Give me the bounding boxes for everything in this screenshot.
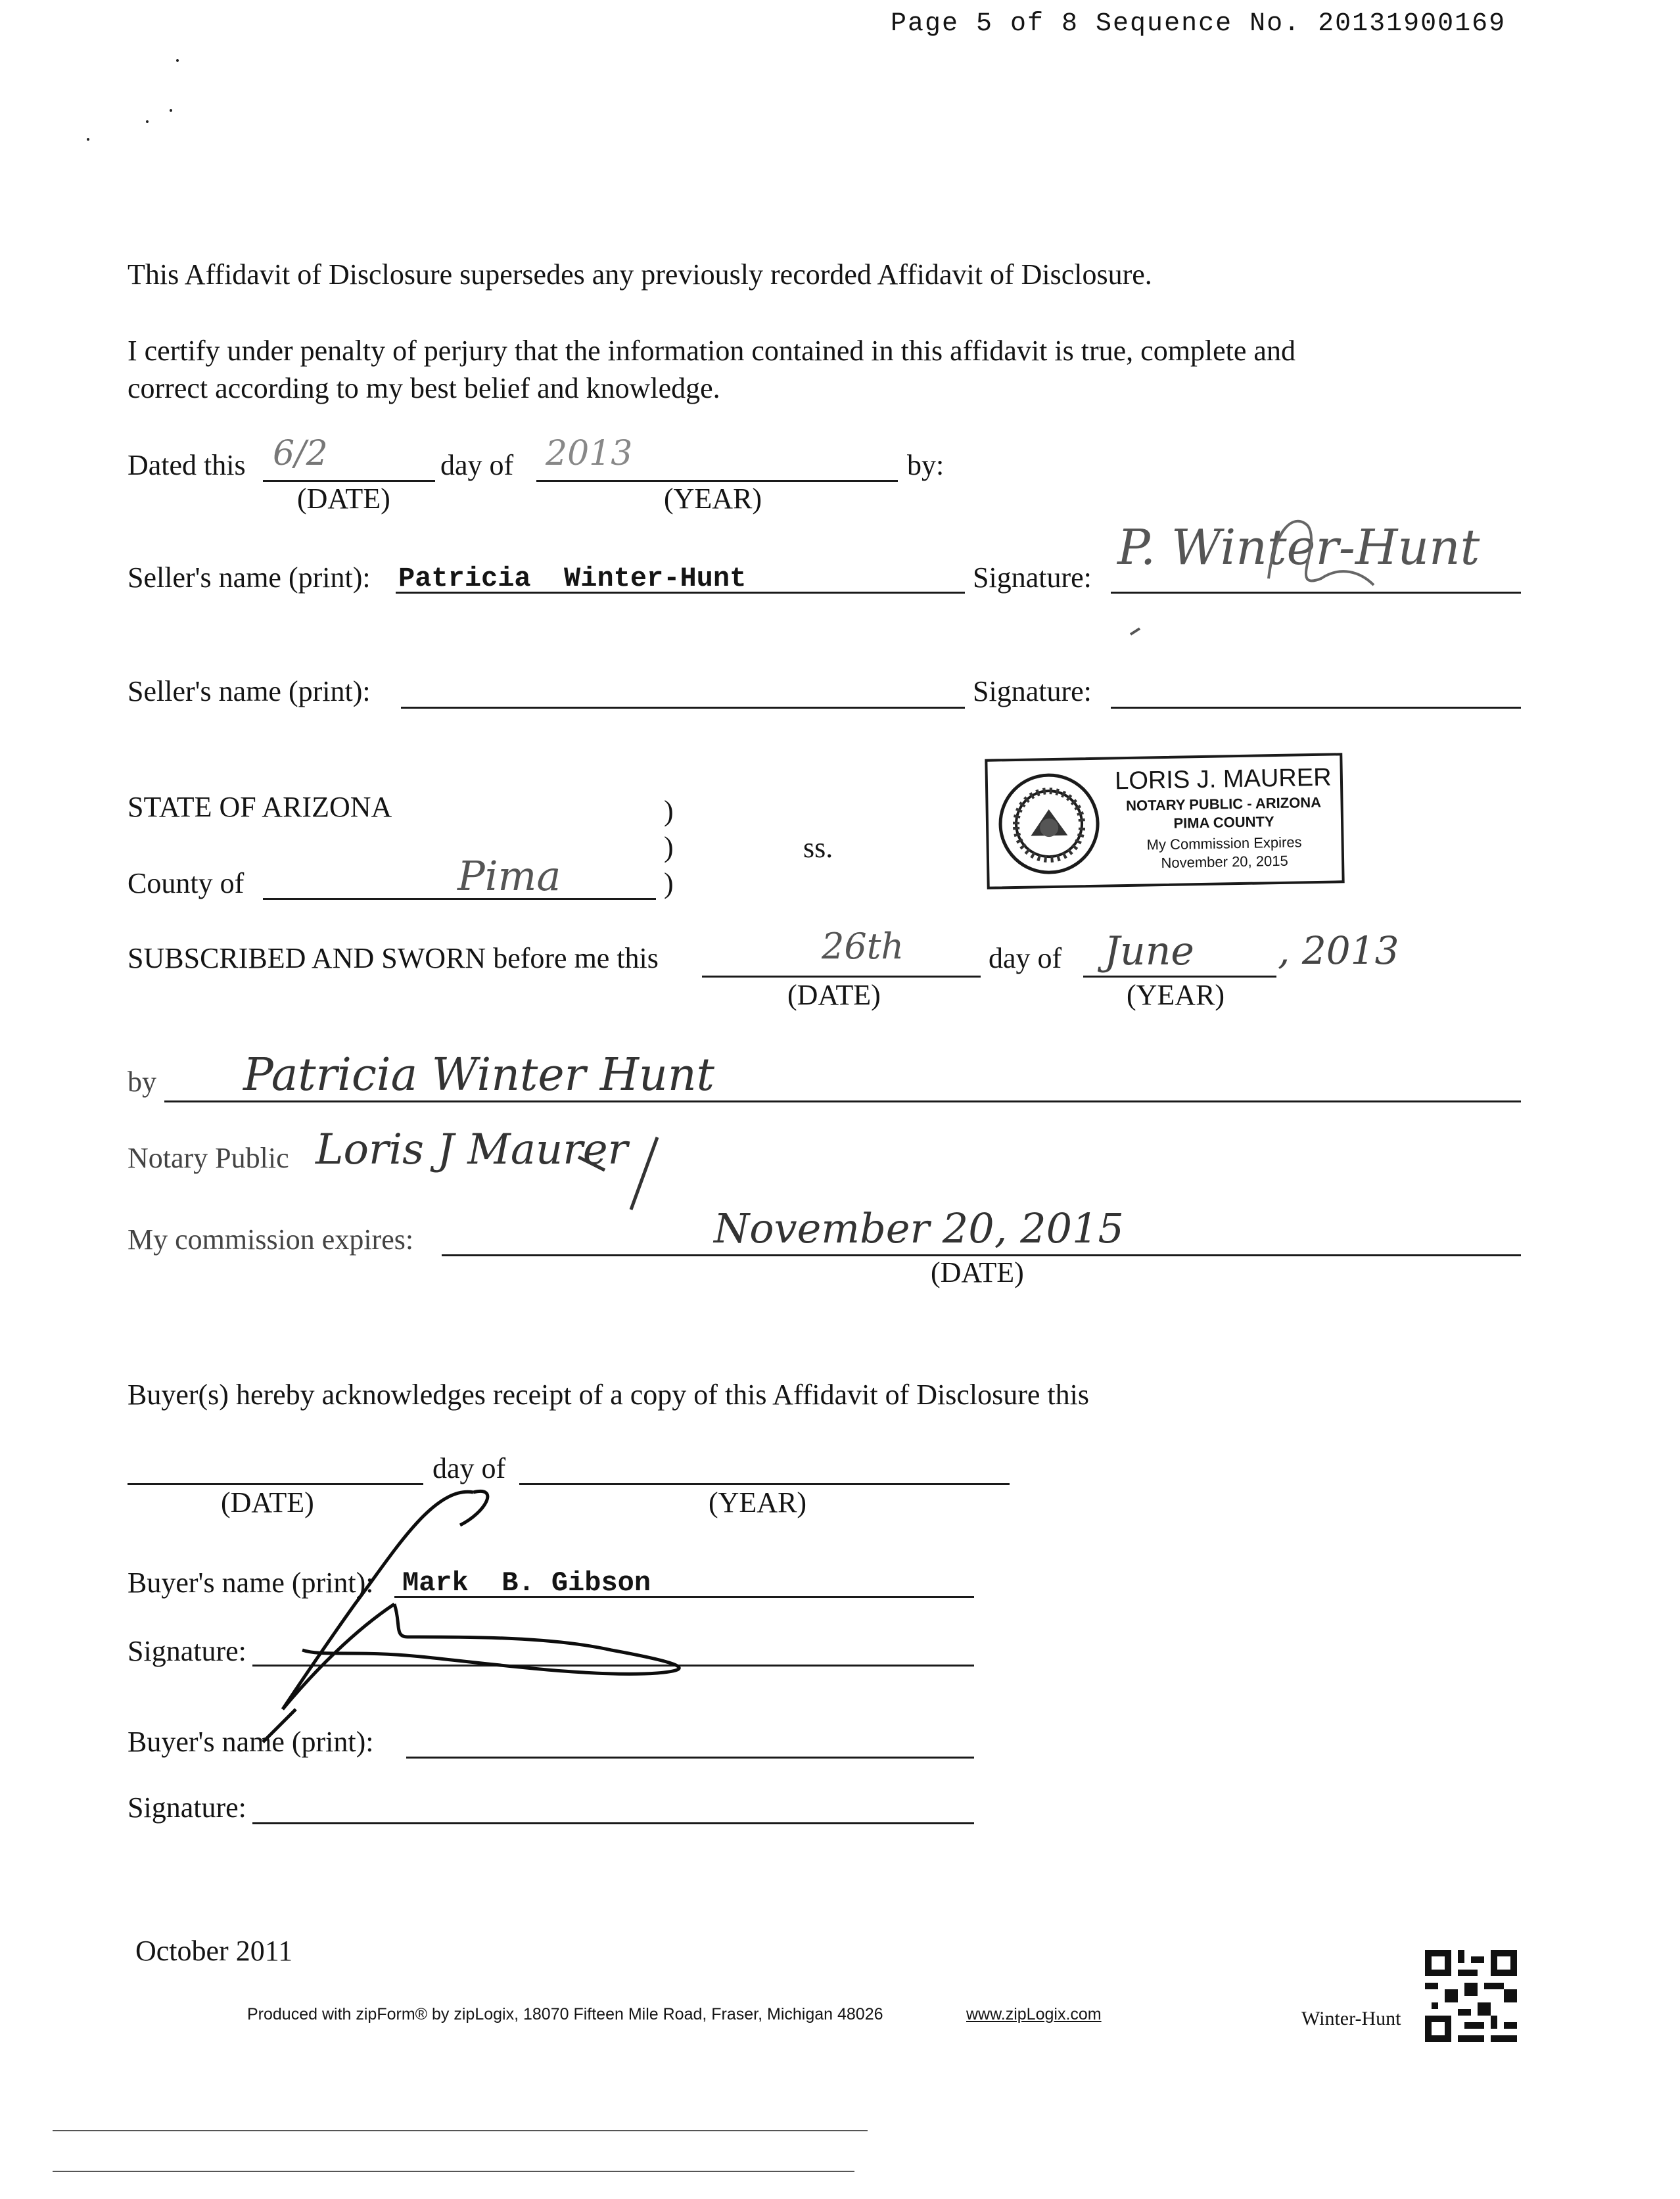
subscribed-day-of-label: day of [989, 942, 1062, 974]
file-name-label: Winter-Hunt [1301, 2008, 1401, 2029]
subscribed-date-caption: (DATE) [787, 979, 881, 1011]
scan-speck [170, 109, 172, 112]
subscribed-date-line [702, 976, 981, 978]
buyer2-signature-label: Signature: [128, 1791, 246, 1824]
buyer2-signature-line [252, 1822, 974, 1824]
state-seal-icon [996, 770, 1103, 878]
stamp-notary-title: NOTARY PUBLIC - ARIZONA [1125, 793, 1322, 815]
notary-by-handwriting: Patricia Winter Hunt [243, 1049, 714, 1101]
buyer-ack-year-caption: (YEAR) [709, 1486, 807, 1519]
notary-public-label: Notary Public [128, 1142, 289, 1174]
subscribed-year-caption: (YEAR) [1127, 979, 1225, 1011]
notary-signature-handwriting: Loris J Maurer [315, 1125, 628, 1174]
buyer2-name-line [406, 1757, 974, 1759]
seller1-name-value[interactable]: Patricia Winter-Hunt [398, 563, 747, 594]
subscribed-date-handwriting: 26th [822, 926, 904, 967]
scan-artifact-line [53, 2130, 868, 2131]
subscribed-sworn-label: SUBSCRIBED AND SWORN before me this [128, 942, 659, 974]
ziplogix-website-link[interactable]: www.zipLogix.com [966, 2005, 1102, 2023]
subscribed-month-line [1083, 976, 1276, 978]
dated-date-handwriting: 6/2 [273, 434, 328, 473]
buyer1-name-value[interactable]: Mark B. Gibson [402, 1567, 651, 1599]
seller1-signature-handwriting: P. Winter-Hunt [1117, 519, 1480, 576]
scan-speck [87, 138, 89, 141]
certify-statement-line1: I certify under penalty of perjury that the information contained in this affidavit is true, complete and [128, 335, 1295, 367]
seller2-signature-line [1111, 707, 1521, 709]
certify-statement-line2: correct according to my best belief and knowledge. [128, 372, 720, 404]
venue-paren-1: ) [664, 795, 674, 827]
page-sequence-header: Page 5 of 8 Sequence No. 20131900169 [891, 9, 1506, 39]
seller1-name-label: Seller's name (print): [128, 561, 371, 594]
dated-day-of-label: day of [440, 449, 514, 481]
seller1-signature-scribble [1111, 500, 1531, 644]
dated-by-label: by: [907, 449, 945, 481]
stamp-commission-date: November 20, 2015 [1161, 852, 1288, 872]
subscribed-month-handwriting: June [1104, 928, 1194, 974]
buyer-ack-statement: Buyer(s) hereby acknowledges receipt of a copy of this Affidavit of Disclosure this [128, 1379, 1089, 1411]
venue-paren-3: ) [664, 867, 674, 899]
seller2-name-line [401, 707, 965, 709]
supersedes-statement: This Affidavit of Disclosure supersedes any previously recorded Affidavit of Disclosure. [128, 258, 1152, 291]
produced-with-text: Produced with zipForm® by zipLogix, 18070 Fifteen Mile Road, Fraser, Michigan 48026 [247, 2005, 883, 2023]
stamp-commission-label: My Commission Expires [1146, 834, 1302, 853]
stamp-county: PIMA COUNTY [1173, 813, 1274, 832]
buyer1-signature-scribble [223, 1473, 723, 1749]
buyer-ack-date-caption: (DATE) [221, 1486, 314, 1519]
seller1-signature-label: Signature: [973, 561, 1092, 594]
buyer-ack-day-of-label: day of [432, 1452, 506, 1484]
scan-speck [176, 59, 179, 62]
scan-artifact-line [53, 2171, 854, 2172]
seller2-name-label: Seller's name (print): [128, 675, 371, 707]
buyer1-signature-label: Signature: [128, 1635, 246, 1667]
county-handwriting: Pima [457, 852, 561, 900]
form-revision-date: October 2011 [135, 1935, 293, 1967]
commission-date-caption: (DATE) [931, 1256, 1024, 1289]
qr-code-icon [1425, 1950, 1517, 2042]
dated-year-caption: (YEAR) [664, 483, 762, 515]
venue-paren-2: ) [664, 831, 674, 863]
seller2-signature-label: Signature: [973, 675, 1092, 707]
scan-speck [146, 120, 149, 123]
buyer2-name-label: Buyer's name (print): [128, 1726, 374, 1758]
notary-signature-scribble [539, 1118, 736, 1216]
stamp-notary-name: LORIS J. MAURER [1114, 763, 1332, 795]
subscribed-year-handwriting: , 2013 [1278, 928, 1399, 973]
commission-expires-handwriting: November 20, 2015 [714, 1204, 1124, 1252]
state-label: STATE OF ARIZONA [128, 791, 392, 823]
ss-label: ss. [803, 832, 833, 864]
buyer1-name-label: Buyer's name (print): [128, 1567, 374, 1599]
notary-stamp [985, 753, 1344, 889]
commission-expires-label: My commission expires: [128, 1223, 414, 1256]
dated-date-caption: (DATE) [297, 483, 390, 515]
county-label: County of [128, 867, 245, 899]
dated-this-label: Dated this [128, 449, 246, 481]
notary-by-label: by [128, 1066, 156, 1098]
dated-year-handwriting: 2013 [546, 434, 633, 473]
